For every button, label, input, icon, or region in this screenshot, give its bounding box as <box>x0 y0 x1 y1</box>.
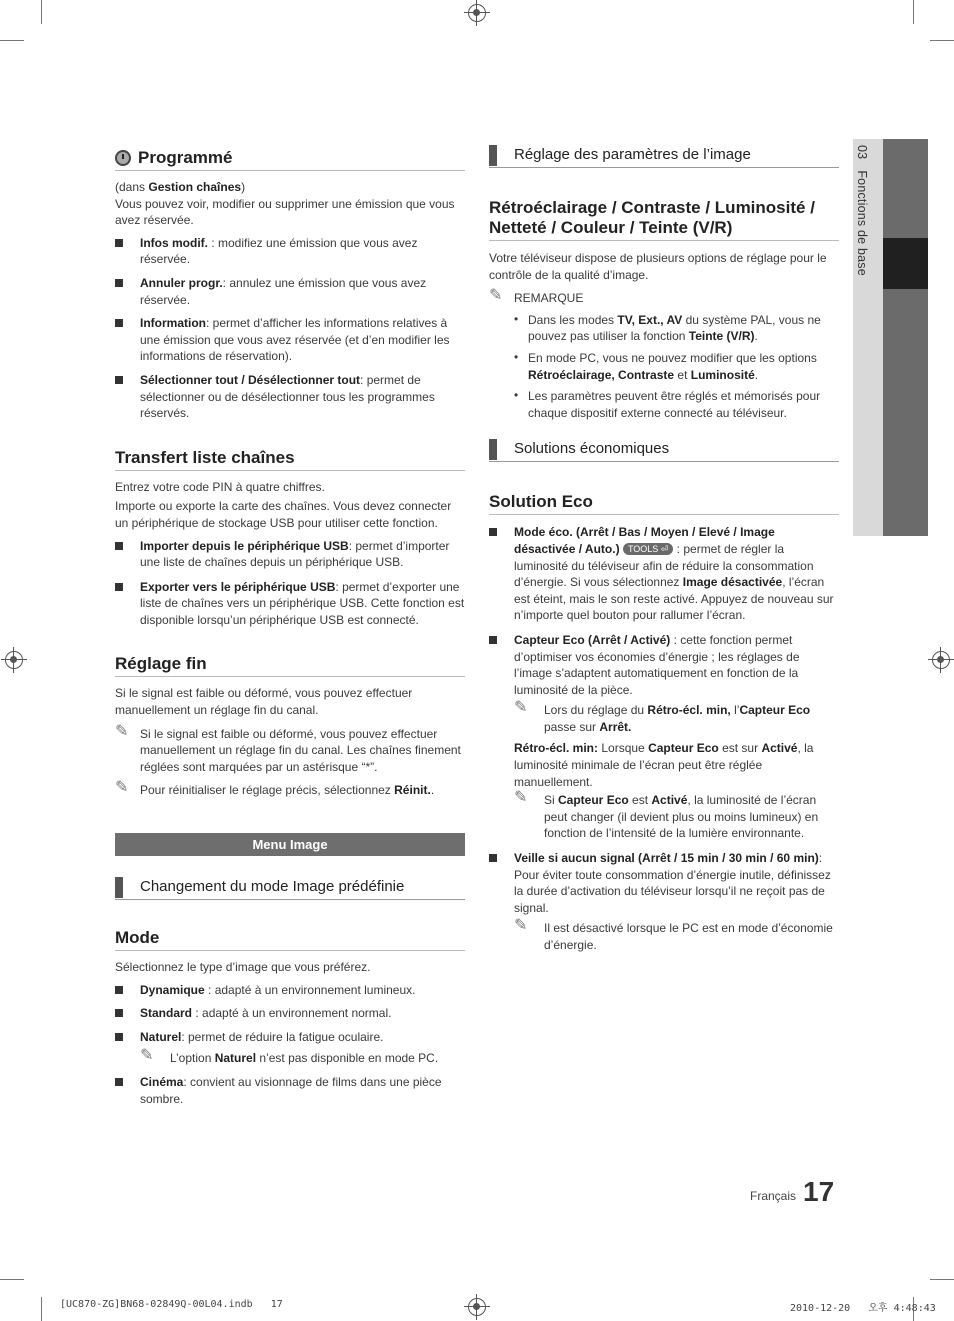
section-title-programme: Programmé <box>115 148 465 171</box>
menu-image-bar: Menu Image <box>115 833 465 856</box>
left-column <box>115 148 465 1107</box>
registration-mark-icon <box>932 651 950 669</box>
section-title-solution-eco: Solution Eco <box>489 492 839 515</box>
note: ✎ Lors du réglage du Rétro-écl. min, l’Capteur Eco passe sur Arrêt. <box>514 699 811 734</box>
footer-print-stamp: 2010-12-20 오후 4:48:43 <box>790 1303 936 1314</box>
crop-mark <box>913 0 914 24</box>
crop-mark <box>41 0 42 24</box>
list-item: Capteur Eco (Arrêt / Activé) : cette fonction permet d’optimiser vos économies d’énergie ; les réglages de l’image s’adaptent automatiquement en fonction de la luminosité de la pièce. <box>489 632 839 698</box>
section-title-transfert: Transfert liste chaînes <box>115 448 465 471</box>
note: ✎ Si Capteur Eco est Activé, la luminosité de l’écran peut changer (il devient plus ou moins lumineux) en fonction de l’intensité de la lumière environnante. <box>514 789 819 841</box>
list-item: Cinéma: convient au visionnage de films dans une pièce sombre. <box>115 1074 465 1107</box>
list-item: Exporter vers le périphérique USB: permet d’exporter une liste de chaînes vers un périphérique USB. Cette fonction est disponible lorsqu’un périphérique USB est connecté. <box>115 579 465 629</box>
list-item: Annuler progr.: annulez une émission que vous avez réservée. <box>115 275 465 308</box>
page-number: 17 <box>803 1176 835 1207</box>
body-text: Votre téléviseur dispose de plusieurs options de réglage pour le contrôle de la qualité d’image. <box>489 251 827 282</box>
note: ✎ L’option Naturel n’est pas disponible en mode PC. <box>140 1047 439 1066</box>
crop-mark <box>930 40 954 41</box>
note: ✎ Si le signal est faible ou déformé, vous pouvez effectuer manuellement un réglage fin du canal. Les chaînes finement réglées sont marquées par un astérisque “*”. <box>115 722 461 774</box>
list-item: Standard : adapté à un environnement normal. <box>115 1005 465 1022</box>
body-text: Sélectionnez le type d’image que vous préférez. <box>115 960 371 975</box>
list-item: • En mode PC, vous ne pouvez modifier que les options Rétroéclairage, Contraste et Luminosité. <box>514 349 817 382</box>
note-pencil-icon: ✎ <box>140 1047 154 1065</box>
right-column <box>489 145 839 954</box>
section-title-mode: Mode <box>115 928 465 951</box>
footer-language: Français <box>750 1189 797 1203</box>
body-text: Rétro-écl. min: Lorsque Capteur Eco est sur Activé, la luminosité minimale de l’écran peut être réglée manuellement. <box>514 741 814 789</box>
context-line: (dans Gestion chaînes) <box>115 180 246 194</box>
list-item: Infos modif. : modifiez une émission que vous avez réservée. <box>115 235 465 268</box>
registration-mark-icon <box>468 4 486 22</box>
list-item: Veille si aucun signal (Arrêt / 15 min / 30 min / 60 min): Pour éviter toute consommation d’énergie inutile, définissez la durée d’activation du téléviseur lorsqu’il ne reçoit pas de signal. <box>489 850 839 916</box>
crop-mark <box>0 1279 24 1280</box>
list-item: • Les paramètres peuvent être réglés et mémorisés pour chaque dispositif externe connecté au téléviseur. <box>514 388 821 420</box>
note-pencil-icon: ✎ <box>489 287 503 305</box>
crop-mark <box>0 40 24 41</box>
crop-mark <box>930 1279 954 1280</box>
body-text: Importe ou exporte la carte des chaînes. Vous devez connecter un périphérique de stockage USB pour utiliser cette fonction. <box>115 499 452 530</box>
intro-text: Vous pouvez voir, modifier ou supprimer une émission que vous avez réservée. <box>115 196 455 228</box>
tools-badge: TOOLS ⏎ <box>623 543 673 555</box>
subheading-reglage-parametres: Réglage des paramètres de l’image <box>489 145 839 168</box>
body-text: Si le signal est faible ou déformé, vous pouvez effectuer manuellement un réglage fin du canal. <box>115 686 413 718</box>
note: ✎ Il est désactivé lorsque le PC est en mode d’économie d’énergie. <box>514 917 833 952</box>
chapter-label: 03 Fonctions de base <box>855 145 869 276</box>
list-item: Sélectionner tout / Désélectionner tout: permet de sélectionner ou de désélectionner tous les programmes réservés. <box>115 372 465 422</box>
note-pencil-icon: ✎ <box>115 722 129 740</box>
note-pencil-icon: ✎ <box>514 789 528 807</box>
list-item: Information: permet d’afficher les informations relatives à une émission que vous avez réservée (et d’en modifier les informations de réservation). <box>115 315 465 365</box>
section-title-retroeclairage: Rétroéclairage / Contraste / Luminosité / Netteté / Couleur / Teinte (V/R) <box>489 198 839 241</box>
note: ✎ Pour réinitialiser le réglage précis, sélectionnez Réinit.. <box>115 779 435 798</box>
subheading-changement: Changement du mode Image prédéfinie <box>115 877 465 900</box>
subheading-solutions-economiques: Solutions économiques <box>489 439 839 462</box>
footer-file-info: [UC870-ZG]BN68-02849Q-00L04.indb 17 <box>60 1299 283 1310</box>
note-pencil-icon: ✎ <box>514 699 528 717</box>
body-text: Entrez votre code PIN à quatre chiffres. <box>115 479 325 494</box>
list-item: Dynamique : adapté à un environnement lumineux. <box>115 982 465 999</box>
note-pencil-icon: ✎ <box>514 917 528 935</box>
registration-mark-icon <box>5 651 23 669</box>
list-item: • Dans les modes TV, Ext., AV du système PAL, vous ne pouvez pas utiliser la fonction Teinte (V/R). <box>514 311 821 344</box>
clock-icon <box>115 150 131 166</box>
section-title-reglage-fin: Réglage fin <box>115 654 465 677</box>
remarque-heading: ✎ REMARQUE <box>489 287 584 306</box>
note-pencil-icon: ✎ <box>115 779 129 797</box>
crop-mark <box>41 1297 42 1321</box>
list-item: Naturel: permet de réduire la fatigue oculaire. <box>115 1029 465 1046</box>
list-item: Mode éco. (Arrêt / Bas / Moyen / Elevé / Image désactivée / Auto.) TOOLS ⏎ : permet de régler la luminosité du téléviseur afin de réduire la consommation d’énergie. Si vous sélectionnez Image désactivée, l’écran est éteint, mais le son reste activé. Appuyez de nouveau sur n’importe quel bouton pour rallumer l’écran. <box>489 524 839 624</box>
registration-mark-icon <box>468 1298 486 1316</box>
list-item: Importer depuis le périphérique USB: permet d’importer une liste de chaînes depuis un périphérique USB. <box>115 538 465 571</box>
